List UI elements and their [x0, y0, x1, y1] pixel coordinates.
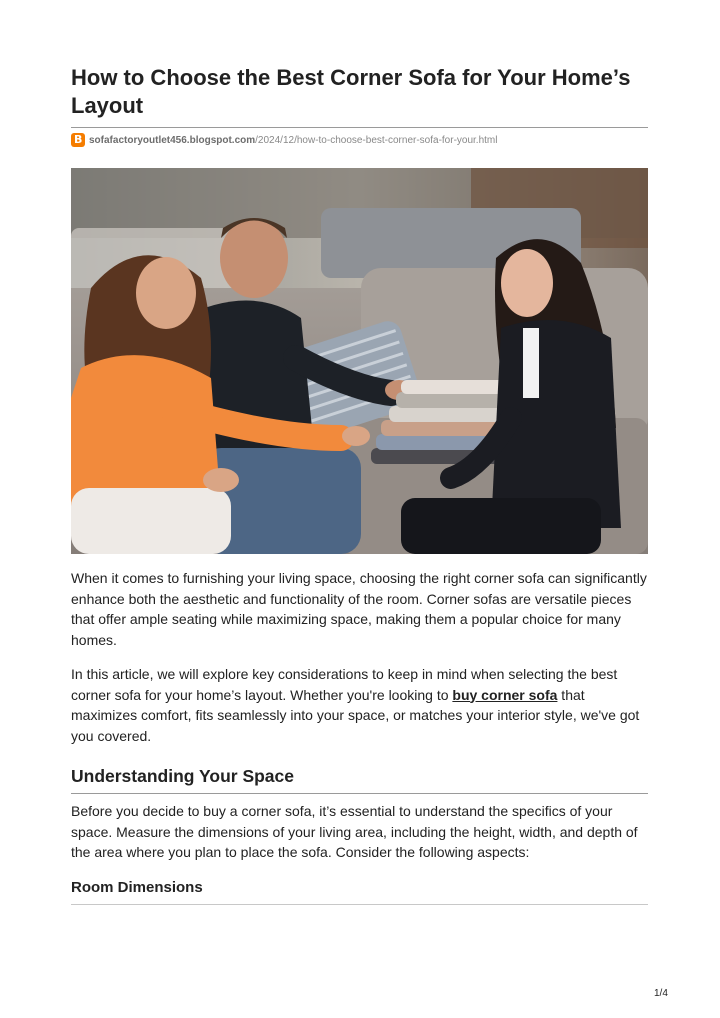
page-number: 1/4 [654, 988, 668, 999]
second-paragraph [71, 664, 648, 746]
subsection-divider [71, 904, 648, 905]
second-paragraph-text-a: In this article, we will explore key considerations to keep in mind when selecting the best corner sofa for your home’s layout. Whether you're looking to [71, 666, 618, 703]
intro-paragraph: When it comes to furnishing your living space, choosing the right corner sofa can significantly enhance both the aesthetic and functionality of the room. Corner sofas are versatile pieces that offer ample seating while maximizing space, making them a popular choice for many homes. [71, 570, 647, 648]
article-title: How to Choose the Best Corner Sofa for Your Home’s Layout [71, 65, 631, 118]
section-heading: Understanding Your Space [71, 766, 295, 786]
section-divider [71, 793, 648, 794]
section-paragraph: Before you decide to buy a corner sofa, it’s essential to understand the specifics of your space. Measure the dimensions of your living area, including the height, width, and depth of the area where you plan to place the sofa. Consider the following aspects: [71, 803, 638, 860]
buy-corner-sofa-link[interactable]: buy corner sofa [452, 686, 558, 703]
title-divider [71, 127, 648, 128]
blogger-icon: B [71, 133, 85, 147]
subsection-heading: Room Dimensions [71, 879, 203, 896]
second-paragraph-text-b: that maximizes comfort, fits seamlessly into your space, or matches your interior style, we've got you covered. [71, 686, 640, 744]
hero-image [71, 168, 648, 554]
source-line[interactable] [71, 132, 497, 148]
photo-couple-choosing-sofa-fabric [71, 168, 648, 554]
source-path[interactable]: /2024/12/how-to-choose-best-corner-sofa-for-your.html [255, 134, 498, 146]
source-domain[interactable]: sofafactoryoutlet456.blogspot.com [89, 134, 256, 146]
